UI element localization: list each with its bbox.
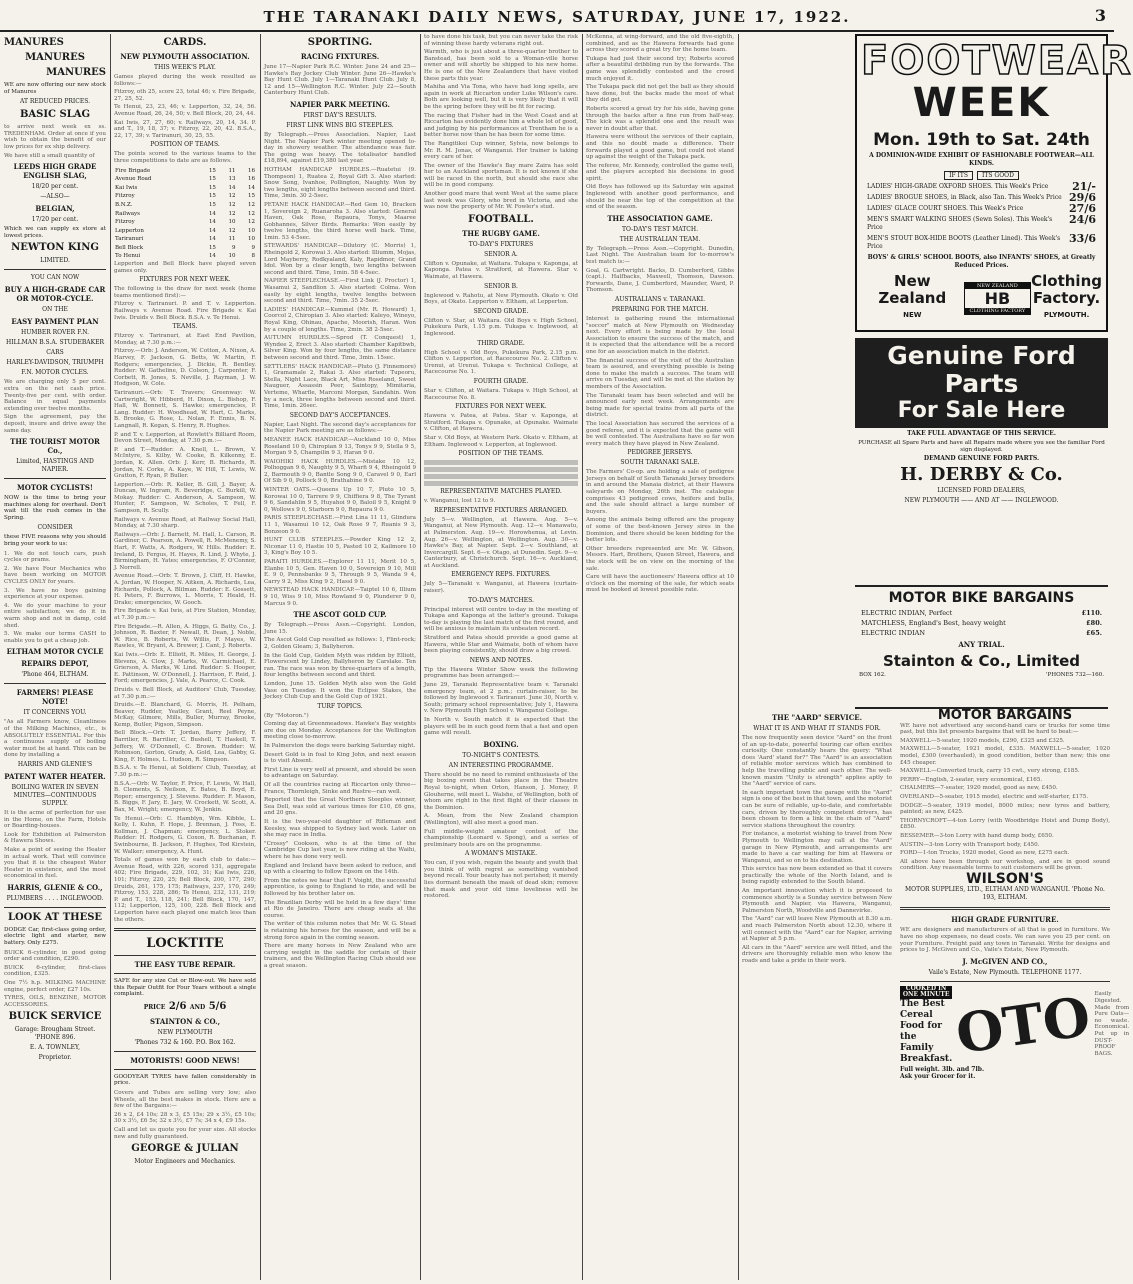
ad-subheading: LEEDS HIGH GRADE ENGLISH SLAG, — [13, 162, 97, 181]
table-cell: Fire Brigade — [115, 167, 151, 174]
article-subheading: PREPARING FOR THE MATCH. — [611, 306, 709, 313]
table-cell: Lepperton — [115, 227, 144, 234]
ad-text: NEW PLYMOUTH —— AND AT —— INGLEWOOD. — [904, 497, 1059, 505]
article-subheading: TURF TOPICS. — [317, 702, 363, 710]
article-body-text: By Telegraph.—Press Assn.—Copyright. Dunedin, Last Night. The Australian team for to-morrow's test match is:— Goal, G. Cartwright. Backs, D. Cumberford, Gibbs (capt.). Halfbacks, Maxwell, Thomson, Dawson. Forwards, Dane, J. Cumberford, Maunder, Ward, P. Thomson. — [586, 245, 734, 294]
article-body-text: July 5—Taranaki v. Wanganui, at Hawera (curtain-raiser). — [424, 581, 578, 595]
ad-body-text: Easily Digested. Made from Pure Oats—no waste. Economical. Put up in DUST-PROOF BAGS. — [1094, 991, 1130, 1057]
column-2 — [114, 34, 256, 1280]
article-body-text: The Farmers' Co-op. are holding a sale of pedigree Jerseys on behalf of South Taranaki Jersey breeders in and around the Manaia district, at their Hawera saleyards on Monday, 26th inst. The catalogue comprises 43 pedigreed cows, heifers and bulls, and the sale should attract a large number of buyers. Among the animals being offered are the progeny of some of the best-known Jersey sires in the Dominion, and there should be keen bidding for the better lots. Other breeders represented are Mr. W. Gibson, Messrs. Hart, Brothers, Queen Street, Hawera, and the stock will be on view on the morning of the sale. Care will have the auctioneers' Hawera office at 10 o'clock on the morning of the sale, for which seats must be booked at lowest possible rate. — [586, 469, 734, 594]
ad-text: 'PHONES 732—160. — [1045, 672, 1104, 678]
ad-headline: WEEK — [912, 80, 1051, 126]
factory-label: Factory. — [1032, 289, 1101, 307]
ad-text: SAFE for any size Cut or Blow-out. We have sold this Repair Outfit for Four Years without a single complaint. — [114, 978, 256, 998]
bike-price: £65. — [1086, 629, 1102, 637]
article-heading: RACING FIXTURES. — [300, 52, 380, 61]
table-cell: 9 — [231, 244, 236, 251]
article-heading: THE RUGBY GAME. — [462, 228, 540, 238]
divider — [114, 928, 256, 931]
price-list-item — [867, 213, 1096, 232]
column-divider — [110, 34, 111, 1280]
ad-heading: BUY A HIGH-GRADE CAR OR MOTOR-CYCLE. — [4, 285, 106, 304]
article-subheading: SENIOR B. — [484, 282, 518, 290]
price-and: AND — [189, 1003, 206, 1011]
table-cell: Fitzroy — [115, 193, 135, 200]
banner-line: Genuine Ford Parts — [887, 341, 1076, 398]
item-price: 29/6 — [1069, 191, 1096, 204]
ford-banner — [855, 338, 1108, 428]
ad-text: PURCHASE all Spare Parts and have all Repairs made where you see the familiar Ford sign displayed. — [858, 440, 1105, 453]
table-cell: 10 — [228, 219, 236, 226]
ad-text: Proprietor. — [38, 1054, 72, 1062]
ad-text: F.N. MOTOR CYCLES. — [21, 369, 89, 377]
bike-list — [855, 609, 1108, 637]
table-row — [114, 252, 256, 261]
ad-heading: HIGH GRADE FURNITURE. — [951, 915, 1059, 925]
divider — [900, 907, 1110, 910]
ad-text: MOTOR SUPPLIES, LTD., ELTHAM AND WANGANUI. 'Phone No. 193, ELTHAM. — [905, 886, 1105, 902]
bike-name: MATCHLESS, England's Best, heavy weight — [861, 619, 1006, 627]
article-body-text: Games played during the week resulted as follows:— Fitzroy, oth 25, score 23, total 46; v. Fire Brigade, 27, 25, 52. Te Henui, 23, 23, 46; v. Lepperton, 32, 24, 56. Avenue Road, 26, 24, 50; v. Bell Block, 20, 24, 44. Kai Iwis, 27, 27, 60; v. Railways, 20, 14, 34. P. and T., 19, 18, 37; v. Fitzroy, 22, 20, 42. B.S.A., 22, 17, 39; v. Tariranuri, 30, 25, 55. — [114, 74, 256, 139]
article-body-text: By Telegraph.—Press Assn.—Copyright. London, June 15. The Ascot Gold Cup resulted as follows: 1, Flint-rock; 2, Golden Gleam; 3, Ballyheron. In the Gold Cup, Golden Myth was ridden by Elliott, Flowerscent by Lindey, Ballyheron by Carslake. Ten ran. The race was won by three-quarters of a length, four lengths between second and third. London, June 15. Golden Myth also won the Gold Vase on Tuesday. It won the Eclipse Stakes, the Jockey Club Cup and the Gold Cup of 1921. — [264, 622, 416, 701]
article-heading: NEW PLYMOUTH ASSOCIATION. — [120, 52, 250, 61]
article-heading: BOXING. — [483, 739, 519, 749]
ad-text: Vaile's Estate, New Plymouth. TELEPHONE 1177. — [928, 968, 1082, 976]
table-cell: 15 — [208, 244, 216, 251]
article-body-text: (By "Motoron.") Coming day at Greenmeadows. Hawke's Bay weights are due on Monday. Acceptances for the Wellington meeting close to-morrow. In Palmerston the dogs were barking Saturday night. Desert Gold is in foal to King John, and next season is to visit Absent. First Line is very well at present, and should be seen to advantage on Saturday. Of all the countries racing at Riccarton only three—France, Thornleigh, Sinke and Rustre—ran well. Reported that the Great Northern Steeples winner, Sea Dell, was sold at various times for £10, £6 gns, and 20 gns. It is the two-year-old daughter of Rifleman and Keesley, was shipped to Sydney last week. Later on she may race in India. "Crossy" Cookson, who is at the time of the Cambridge Cup last year, is now riding at the Waihi, where he has done very well. England and Ireland have been asked to reduce, and up with a clearing to follow Epsom on the 14th. From the notes we hear that F. Voight, the successful apprentice, is going to England to ride, and will be followed by his brother later on. The Brazilian Derby will be held in a few days' time at Rio de Janeiro. There are cheap seats at the course. The writer of this column notes that Mr. W. G. Stead is retaining his horses for the season, and will be a strong force again in the coming season. There are many horses in New Zealand who are carrying weight in the saddle for certain of their trainers, and the Wellington Racing Club should see a great season. — [264, 712, 416, 969]
divider — [114, 1051, 256, 1052]
ad-headline: MOTOR BIKE BARGAINS — [888, 590, 1075, 606]
table-cell: 14 — [208, 219, 216, 226]
ad-text: NEW PLYMOUTH — [157, 1028, 213, 1036]
article-body-text: Inglewood v. Rahotu, at New Plymouth. Okato v. Old Boys, at Okato. Lepperton v. Eltham, at Lepperton. — [424, 292, 578, 306]
article-subheading: NEWS AND NOTES. — [469, 656, 533, 664]
article-subheading: FIXTURES FOR NEXT WEEK. — [455, 403, 547, 411]
table-cell: 14 — [208, 236, 216, 243]
article-subheading: POSITION OF THE TEAMS. — [458, 450, 544, 458]
table-cell: 8 — [251, 253, 255, 260]
table-row — [114, 235, 256, 244]
article-heading: NAPIER PARK MEETING. — [290, 99, 390, 109]
ad-heading: BASIC SLAG — [19, 109, 91, 121]
article-body-text: July 5—v. Wellington, at Hawera. Aug. 5—v. Wanganui, at New Plymouth. Aug. 12—v. Manawatu, at Palmerston. Aug. 19—v. Horowhenua, at Levin. Aug. 26—v. Wellington, at Wellington. Aug. 30—v. Hawke's Bay, at Napier. Sept. 2—v. Southland, at Invercargill. Sept. 6—v. Otago, at Dunedin. Sept. 9—v. Canterbury, at Christchurch. Sept. 16—v. Auckland, at Auckland. — [424, 516, 578, 569]
ad-text: HUMBER ROVER F.N. — [20, 329, 90, 337]
article-body-text: The now frequently seen device "Aard" on the front of an up-to-date, powerful touring car often excites curiosity. One constantly hears the query: "What does 'Aard' stand for?" The "Aard" is an association of reliable motor services which has combined to help the travelling public and each other. The well-known maxim "Unity is strength" applies aptly to the "Aard" service of cars. In each important town the garage with the "Aard" sign is one of the best in that town, and the motorist can be sure of reliable, up-to-date, and comfortable cars, driven by thoroughly competent drivers, has been chosen to form a link in the chain of "Aard" service stations throughout the country. For instance, a motorist wishing to travel from New Plymouth to Wellington may call at the "Aard" garage in New Plymouth, and arrangements are made to have a car waiting for him at Hawera or Wanganui, and so on to his destination. This service has now been extended so that it covers practically the whole of the North Island, and is being rapidly extended to the South Island. An important innovation which it is proposed to commence shortly is a Sunday service between New Plymouth and Napier, via Hawera, Wanganui, Palmerston North, Woodville and Dannevirke. The "Aard" car will leave New Plymouth at 8.30 a.m. and reach Palmerston North about 12.30, where it will connect with the "Aard" car for Napier, arriving at Napier at 5 p.m. All cars in the "Aard" service are well fitted, and the drivers are thoroughly reliable men who know the roads and take a pride in their work. — [742, 735, 892, 964]
article-subheading: REPRESENTATIVE MATCHES PLAYED. — [440, 488, 562, 496]
banner-line: For Sale Here — [897, 398, 1066, 423]
table-row — [114, 244, 256, 253]
price-list-item — [867, 191, 1096, 204]
ad-text: ON THE — [42, 306, 68, 314]
ad-text: GOODYEAR TYRES have fallen considerably in price. — [114, 1073, 256, 1087]
ad-subheading: BELGIAN, — [35, 204, 75, 214]
ad-heading: PATENT WATER HEATER. — [4, 771, 106, 781]
ad-heading: LOCKTITE — [146, 936, 224, 952]
article-subheading: FIRST LINK WINS BIG STEEPLES. — [286, 121, 394, 129]
ad-headline: FOOTWEAR — [861, 38, 1133, 84]
column-divider — [582, 34, 583, 1280]
divider — [4, 683, 106, 684]
ad-text: BOILING WATER IN SEVEN MINUTES—CONTINUOUS SUPPLY. — [11, 783, 99, 807]
ad-body-text: to arrive next week ex ss. TREDENHAM. Order at once if you wish to obtain the benefit of our low prices for ex ship delivery. We have still a small quantity of — [4, 124, 106, 159]
table-cell: Avenue Road — [115, 176, 152, 183]
item-price: 33/6 — [1069, 232, 1096, 245]
article-subheading: AUSTRALIANS v. TARANAKI. — [615, 296, 705, 303]
ad-heading: MOTORISTS! GOOD NEWS! — [130, 1055, 240, 1065]
ad-text: Garage: Brougham Street. 'PHONE 896. — [14, 1026, 96, 1042]
article-body-text: Clifton v. Star, at Waitara. Old Boys v. High School, Pukekura Park, 1.15 p.m. Tukapa v. Inglewood, at Inglewood. — [424, 317, 578, 337]
ad-text: Limited, HASTINGS AND NAPIER. — [16, 458, 94, 474]
item-label: LADIES' GLACE COURT SHOES. This Week's Price — [867, 205, 1024, 212]
item-label: MEN'S SMART WALKING SHOES (Sewn Soles). This Week's Price — [867, 216, 1053, 231]
item-price: 24/6 — [1069, 213, 1096, 226]
ad-heading: MOTOR CYCLISTS! — [16, 483, 93, 493]
column-divider — [260, 34, 261, 1280]
logo-bottom: CLOTHING FACTORY — [965, 308, 1031, 314]
article-subheading: THIS WEEK'S PLAY. — [154, 64, 216, 71]
article-subheading: TEAMS. — [172, 323, 198, 331]
hb-logo — [964, 282, 1032, 315]
ad-text: HARLEY-DAVIDSON, TRIUMPH — [6, 359, 104, 367]
table-cell: 14 — [248, 184, 255, 191]
article-subheading: THIRD GRADE. — [477, 339, 525, 347]
price-list-item — [867, 232, 1096, 251]
table-row — [114, 218, 256, 227]
ad-heading: ELTHAM MOTOR CYCLE — [6, 647, 104, 657]
standings-table-placeholder — [424, 481, 578, 486]
table-row — [114, 210, 256, 219]
ad-text: BOYS' & GIRLS' SCHOOL BOOTS, also INFANTS' SHOES, at Greatly Reduced Prices. — [867, 254, 1096, 269]
plymouth-label: PLYMOUTH. — [1043, 311, 1090, 319]
article-body-text: The points scored to the various teams to the three competitions to date are as follows. — [114, 151, 256, 164]
ad-heading: THE TOURIST MOTOR Co., — [10, 437, 100, 456]
divider — [4, 478, 106, 479]
ad-text: 'Phones 732 & 160. P.O. Box 162. — [134, 1038, 236, 1046]
ad-heading: MANURES — [25, 52, 85, 63]
nz-label: New Zealand — [878, 272, 947, 307]
article-body-text: Fitzroy v. Tariranuri, at East End Pavilion, Monday, at 7.30 p.m.:— Fitzroy.—Orb: J. Anderson, W. Cotton, A. Nixon, A. Harvey, F. Jackson, G. Betts, W. Martin, F. Rodgers; emergencies, J. Dickie, R. Bentley. Rudder: W. Gatheline, D. Colson, J. Carpenter, F. Corbett, R. Jones, S. Neville, J. Rayman, J. W. Hodgson, W. Cole. Tariranuri.—Orb: T. Travers; Greenway: W. Cartwright, W. Hibberd, H. Dixon, L. Bishop, F. Hall, W. Bonnett, S. Hawke; emergencies, P. Lang. Rudder: H. Woodhead, W. Hart, C. Marks, B. Brooke, G. Rose, L. Nolan, F. Ennis, B. N. Langnall, R. Kegan, S. Henry, R. Hughes. P. and T. v. Lepperton, at Rowlett's Billiard Room, Devon Street, Monday, at 7.30 p.m.:— P. and T.—Rudder: A. Knell, L. Brown, V. McIntyre, S. Kilby, W. Cooke, B. Kilkenny, E. Jordan, K. Allen. Orb: J. Kerr, B. Richards, R. Jordan, N. Corke, A. Kaye, W. Hill, T. Lewis, W. Gratton, F. Ryan, P. Buller. Lepperton.—Orb: R. Keller, B. Gill, J. Bayer, A. Duncan, W. Ingram, R. Beveridge, C. Burkill, W. Mokay. Rudder: C. Anderson, A. Sampson, W. Hunter, F. Sampson, W. Scholes, T. Fell, F. Sampson, R. Scully. Railways v. Avenue Road, at Railway Social Hall, Monday, at 7.30 sharp. Railways.—Orb: J. Barnett, M. Hall, L. Carson, R. Gardiner, C. Pearson, A. Powell, R. McMenemy, S. Hart, F. Watts, A. Rodgers, W. Hills. Rudder: E. Ireland, D. Fergus, H. Hayes, R. Lind, J. Whyte, J. Birmingham, H. Yates; emergencies, F. O'Connor, J. Norrell. Avenue Road.—Orb: T. Brown, J. Cliff, H. Hawke, A. Jordan, W. Hooper, N. Aitken, A. Richards, Lea, Richards, Pollock, A. Blilman. Rudder: E. Gossett, H. Peters, F. Burrows, L. Morris, T. Heald, H. Drake; emergencies, W. Gooch. Fire Brigade v. Kai Iwis, at Fire Station, Monday, at 7.30 p.m.:— Fire Brigade.—R. Allen, A. Higgs, G. Batty, Co., J. Johnson, R. Baxter, F. Newall, R. Dean, J. Noble, W. Rice, B. Roberts, W. Willis, F. Mayes, W. Rawles, W. Bryant, A. Brewer, J. Cant, J. Roberts. Kai Iwis.—Orb: E. Elliott, R. Miles, H. George, J. Blevens, A. Clow, J. Marks, W. Carmichael, E. Grierson, A. Marks, W. Lind. Rudder: S. Hooper, E. Pattinson, W. O'Donnell, J. Harrison, F. Reid, J. Ford; emergencies, J. Vale, A. Pearce, C. Cook. Druids v. Bell Block, at Auditors' Club, Tuesday, at 7.30 p.m.:— Druids.—E. Blanchard, G. Morris, H. Pelham, Beaver, Rudder, Yeatley, Grant, Reel Peyne, McKay, Gilmore, Mills, Buller, Murray, Brooke, Kemp, Butler, Pigson, Simpson. Bell Block.—Orb: T. Jordan, Barry Jeffery, F. Barrilier, R. Barrilier, C. Bushell, T. Haskell, T. Jeffery, W. O'Donnell, C. Brown. Rudder: W. Robinson, Gorton, Grady, A. Gold, Lea, Gabby, G. King, F. Holmes, L. Hudson, R. Simpson. B.S.A. v. Te Henui, at Soldiers' Club, Tuesday, at 7.30 p.m.:— B.S.A.—Orb: W. Taylor, F. Price, F. Lewis, W. Hall, B. Clements, S. Neilson, E. Bates, B. Boyd, E. Roper; emergency, J. Stevens. Rudder: F. Mason, B. Biggs, F. Jary, E. Jary, W. Crockett, W. Scott, A. Bax, M. Wright; emergency, W. Jenkin. Te Henui.—Orb: C. Hamblyn, Wm. Kibble, L. Kelly, I. Kuhn, F. Hope, J. Brennan, J. Foss, E. Kollman, J. Chapman; emergency, L. Stoker. Rudder: H. Rodgers, G. Coxon, R. Buchanan, F. Swinbourne, B. Jackson, F. Hughes, Tod Kirstein, W. Walker; emergency, A. Hunt. Totals of games won by each club to date:—Avenue Road, with 226, scored 131, aggregate 402; Fire Brigade, 229, 102, 31; Kai Iwis, 226, 101; Fitzroy, 220, 25; Bell Block, 200, 177, 290; Druids, 261, 175, 175; Railways, 237, 170, 249; Fitzroy, 153, 228, 286; Te Henui, 232, 131, 219; P. and T., 153, 118, 241; Bell Block, 170, 147, 112; Lepperton, 125, 100, 228. Bell Block and Lepperton have each played one match less than the others. — [114, 333, 256, 923]
standings-table — [114, 167, 256, 262]
ad-body-text: "As all Farmers know, Cleanliness of the Milking Machines, etc., is ABSOLUTELY ESSENTIAL. For this a continuous supply of boiling water must be at hand. This can be done by installing a — [4, 719, 106, 759]
ford-parts-ad — [855, 338, 1108, 505]
article-body-text: High School v. Old Boys, Pukekura Park, 2.15 p.m. Clifton v. Lepperton, at Racecourse No. 2. Clifton v. Urenui, at Urenui. Tukapa v. Technical College, at Racecourse No. 1. — [424, 349, 578, 376]
ad-text: LIMITED. — [40, 257, 70, 265]
table-row — [114, 167, 256, 176]
article-body-text: Hawera v. Patea, at Patea. Star v. Kaponga, at Stratford. Tukapa v. Opunake, at Opunake. Waimate v. Clifton, at Hawera. Star v. Old Boys, at Western Park. Okato v. Eltham, at Eltham. Inglewood v. Lepperton, at Inglewood. — [424, 413, 578, 448]
article-body-text: Lepperton and Bell Block have played seven games only. — [114, 261, 256, 274]
ad-heading: FARMERS! PLEASE NOTE! — [16, 688, 94, 707]
ad-text: CONSIDER — [37, 524, 73, 532]
table-cell: 12 — [228, 193, 236, 200]
table-cell: 12 — [248, 210, 255, 217]
table-row — [114, 227, 256, 236]
bike-item — [861, 609, 1102, 617]
bike-item — [861, 629, 1102, 637]
standings-table-placeholder — [424, 467, 578, 472]
table-cell: 15 — [208, 201, 216, 208]
table-cell: 14 — [208, 227, 216, 234]
table-cell: 12 — [228, 227, 236, 234]
ad-text: The Best Cereal Food for the Family Breakfast. — [900, 999, 953, 1065]
table-cell: 16 — [248, 176, 255, 183]
column-4 — [424, 34, 578, 1280]
article-heading: THE "AARD" SERVICE. — [771, 713, 863, 722]
article-body-text: The following is the draw for next week (home teams mentioned first):— Fitzroy v. Tariranuri. P. and T. v. Lepperton. Railways v. Avenue Road. Fire Brigade v. Kai Iwis. Druids v. Bell Block. B.S.A. v. Te Henui. — [114, 286, 256, 321]
ad-subheading: EASY PAYMENT PLAN — [11, 317, 99, 327]
article-subheading: TO-NIGHT'S CONTESTS. — [462, 751, 540, 759]
ad-text: LICENSED FORD DEALERS, — [937, 487, 1026, 495]
article-body-text: McKenna, at wing-forward, and the old five-eighth, combined, and as the Hawera forwards had gone across they scored a great try for the home team. Tukapa had just their second try; Roberts scored after a beautiful dribbling run by the forwards. The game was splendidly contested and the crowd much enjoyed it. The Tukapa pack did not get the ball as they should have done, but the backs made the most of what they did get. Roberts scored a great try for his side, having gone through the backs after a fine run from half-way. The kick was a splendid one and the result was never in doubt after that. Hawera were without the services of their captain, and this no doubt made a difference. Their forwards played a good game, but could not stand up against the weight of the Tukapa pack. The referee, Mr. Kennedy, controlled the game well, and the players accepted his decisions in good spirit. Old Boys has followed up its Saturday win against Inglewood with another good performance, and should be near the top of the competition at the end of the season. — [586, 34, 734, 211]
badge-right: ITS GOOD — [977, 171, 1019, 180]
article-body-text: Tip the Hawera Winter Show week the following programme has been arranged:— June 29, Taranaki Representative team v. Taranaki emergency team, at 2 p.m.; curtain-raiser, to be followed by Inglewood v. Tariranuri. June 30, North v. South; primary school representative; July 1, Hawera v. New Plymouth High School v. Wanganui College. In North v. South match it is expected that the players will be in such good form that a fast and open game will result. — [424, 666, 578, 737]
oto-logo: OTO — [952, 984, 1095, 1067]
table-cell: To Henui — [115, 253, 141, 260]
ad-heading: LOOK AT THESE — [7, 911, 103, 923]
ad-body-text: WE have not advertised any second-hand cars or trucks for some time past, but this list presents bargains that will be hard to beat:— MAXWELL—5-seater, 1920 models, £290, £325 and £325. MAXWELL—5-seater, 1921 model, £335. MAXWELL—5-seater, 1920 model, £300 (overhauled), in good condition, better than new; this one £45 cheaper. MAXWELL—Converted truck, carry 15 cwt., very strong, £185. PERRY—English, 2-seater, very economical, £165. CHALMERS—7-seater, 1920 model, good as new, £450. OVERLAND—5-seater, 1915 model, electric and self-starter, £175. DODGE—5-seater, 1919 model, 8000 miles; new tyres and battery, painted; as new, £425. THORNYCROFT—4-ton Lorry (with Woodbridge Hoist and Dump Body), £850. BESSEMER—3-ton Lorry with hand dump body, £650. AUSTIN—3-ton Lorry with Transport body, £450. FORD—1-ton Trucks, 1920 model, Good as new, £275 each. All above have been through our workshop, and are in good sound condition. Any reasonable terms to suit customers will be given. — [900, 722, 1110, 872]
table-cell: 15 — [208, 184, 216, 191]
article-subheading: FOURTH GRADE. — [473, 377, 529, 385]
article-heading: THE ASCOT GOLD CUP. — [293, 610, 387, 620]
table-cell: 15 — [208, 167, 216, 174]
motor-bike-bargains-ad — [855, 585, 1108, 709]
article-body-text: Star v. Clifton, at Waitara. Tukapa v. High School, at Racecourse No. 8. — [424, 387, 578, 401]
column-5 — [586, 34, 734, 1280]
article-subheading: WHAT IT IS AND WHAT IT STANDS FOR. — [753, 725, 881, 732]
ad-text: 18/20 per cent. — [31, 183, 79, 191]
ad-heading: NEWTON KING — [11, 242, 99, 254]
table-cell: B.N.Z. — [115, 201, 133, 208]
newspaper-title: THE TARANAKI DAILY NEWS, SATURDAY, JUNE 17, 1922. — [263, 8, 851, 26]
ad-text: IT CONCERNS YOU. — [23, 709, 87, 717]
ad-body-text: We are charging only 5 per cent. extra on the net cash price. Twenty-five per cent. with order. Balance in equal payments extending over twelve months. Sign the agreement, pay the deposit, insure and drive away the same day. — [4, 379, 106, 434]
table-row — [114, 175, 256, 184]
ad-text: WE are now offering our new stock of Manures — [4, 82, 106, 95]
ad-text: DODGE Car, first-class going order, electric light and starter, new battery. Only £275. — [4, 926, 106, 947]
table-cell: 12 — [228, 210, 236, 217]
ad-headline: WILSON'S — [966, 870, 1044, 887]
ad-body-text: BUICK 6-cylinder, in good going order and condition, £290. BUICK 6-cylinder, first-class condition, £325. One 7½ h.p. MILKING MACHINE engine, perfect order, £27 10s. TYRES, OILS, BENZINE, MOTOR ACCESSORIES. — [4, 949, 106, 1008]
article-heading: THE ASSOCIATION GAME. — [607, 213, 713, 223]
bike-item — [861, 619, 1102, 627]
ad-text: these FIVE reasons why you should bring your work to us: — [4, 534, 106, 548]
masthead — [0, 0, 1114, 32]
article-body-text: June 17—Napier Park R.C. Winter. June 24 and 25—Hawke's Bay Jockey Club Winter. June 26—Hawke's Bay Hunt Club. July 1—Taranaki Hunt Club. July 8, 12 and 15—Wellington R.C. Winter. July 22—South Canterbury Hunt Club. — [264, 64, 416, 97]
table-cell: 16 — [248, 167, 255, 174]
bike-price: £110. — [1081, 609, 1102, 617]
ad-body-text: 1. We do not touch cars, push cycles or prams. 2. We have Four Mechanics who have been working on MOTOR CYCLES ONLY for years. 3. We have no boys gaining experience at your expense. 4. We do your machine to your entire satisfaction; we do it in warm shop and not in damp, cold shed. 5. We make our terms CASH to enable you to get a cheap job. — [4, 550, 106, 644]
article-subheading: SECOND DAY'S ACCEPTANCES. — [289, 411, 391, 419]
article-subheading: THE AUSTRALIAN TEAM. — [619, 235, 701, 243]
table-cell: 15 — [248, 193, 255, 200]
ad-subheading: THE EASY TUBE REPAIR. — [134, 960, 236, 970]
ad-text: PLUMBERS . . . . INGLEWOOD. — [6, 894, 104, 902]
table-cell: 14 — [228, 184, 236, 191]
standings-table-placeholder — [424, 460, 578, 465]
article-subheading: A WOMAN'S MISTAKE. — [464, 850, 538, 858]
article-subheading: FIXTURES FOR NEXT WEEK. — [139, 276, 231, 284]
price-list-item — [867, 180, 1096, 193]
table-row — [114, 184, 256, 193]
table-cell: 13 — [228, 176, 236, 183]
article-subheading: AN INTERESTING PROGRAMME. — [448, 761, 554, 769]
article-subheading: SOUTH TARANAKI SALE. — [620, 459, 700, 467]
table-cell: 14 — [208, 253, 216, 260]
article-subheading: TO-DAY'S FIXTURES — [468, 240, 534, 248]
motor-bargains-column — [900, 708, 1130, 1280]
item-label: LADIES' BROGUE SHOES, in Black, also Tan. This Week's Price — [867, 194, 1062, 201]
section-heading: FOOTBALL. — [468, 213, 534, 225]
article-subheading: SENIOR A. — [484, 250, 518, 258]
column-divider — [420, 34, 421, 1280]
table-cell: 15 — [208, 176, 216, 183]
item-price: 21/- — [1072, 180, 1096, 193]
ad-text: NOW is the time to bring your machines along for overhaul. Don't wait till the rush comes in the Spring. — [4, 495, 106, 521]
ad-text: YOU CAN NOW — [30, 274, 80, 282]
table-cell: 10 — [228, 253, 236, 260]
article-body-text: You can, if you wish, regain the beauty and youth that you think of with regret as something vanished beyond recall. Your beauty has not perished; it merely lies dormant beneath the mask of dead skin; remove that mask and your old time loveliness will be restored. — [424, 860, 578, 900]
divider — [4, 907, 106, 908]
divider — [114, 973, 256, 974]
item-price: 27/6 — [1069, 202, 1096, 215]
ad-subheading: A DOMINION-WIDE EXHIBIT OF FASHIONABLE FOOTWEAR—ALL KINDS. — [869, 152, 1094, 167]
ad-heading: GEORGE & JULIAN — [131, 1143, 239, 1155]
ad-headline: MOTOR BARGAINS — [937, 708, 1073, 723]
article-body-text: Principal interest will centre to-day in the meeting of Tukapa and Kaponga at the latter's ground. Tukapa to-day is playing the last match of the first round, and will be anxious to maintain its unbeaten record. Stratford and Patea should provide a good game at Hawera, while Star and Waimate, both of whom have been playing consistently, should draw a big crowd. — [424, 606, 578, 655]
column-divider — [738, 34, 739, 1280]
ad-heading: STAINTON & CO., — [149, 1016, 221, 1026]
ad-subheading: DEMAND GENUINE FORD PARTS. — [923, 455, 1040, 463]
table-cell: Kai Iwis — [115, 184, 138, 191]
clothing-label: Clothing — [1031, 272, 1102, 290]
footwear-week-ad — [855, 34, 1133, 334]
ad-text: BOX 162. — [859, 672, 886, 678]
ad-text: Motor Engineers and Mechanics. — [134, 1158, 236, 1166]
table-cell: Tariranuri — [115, 236, 144, 243]
divider — [4, 269, 106, 270]
ad-headline: Stainton & Co., Limited — [882, 652, 1081, 670]
ad-headline: H. DERBY & Co. — [900, 464, 1063, 486]
divider — [900, 981, 1110, 982]
table-cell: 10 — [248, 227, 255, 234]
table-cell: 14 — [208, 210, 216, 217]
ad-tag: COOKED IN ONE MINUTE — [900, 986, 952, 999]
article-body-text: v. Wanganui, lost 12 to 9. — [424, 498, 496, 505]
ad-subheading: AT REDUCED PRICES. — [19, 98, 91, 106]
table-cell: 11 — [228, 167, 236, 174]
bike-name: ELECTRIC INDIAN — [861, 629, 926, 637]
price-value: 2/6 — [168, 1000, 187, 1012]
standings-table-placeholder — [424, 474, 578, 479]
divider — [114, 1069, 256, 1070]
article-body-text: By Telegraph.—Press Association. Napier, Last Night. The Napier Park winter meeting opened to-day in showery weather. The attendance was fair. The going was heavy. The totalisator handled £18,894, against £19,380 last year. HOTHAM HANDICAP HURDLES.—Ruatetui (9. Thompson) 1, Ruatea 2, Royal Gift 3. Also started: Snow Song, Ivanhoe, Pollington, Naughty. Won by two lengths, eight lengths between second and third. Time, 3min. 30 2-5sec. PETANE HACK HANDICAP.—Red Gem 10, Bracken 1, Sovereign 2, Ruanaroha 3. Also started: General Haven, Oak Rose, Repaura, Tonys, Maaree Gobhannes, Silver Birds. Remarks: Won easily by twelve lengths, the third horse well back. Time, 1min. 53 4-5sec. STEWARDS' HANDICAP.—Dilutory (C. Morris) 1, Rheingold 2, Korowai 3. Also started: Illiumm, Mojas, Lord Mayberry, Rodkyaland, Kaly, Rapidmor, Grand Idol. Won by a clear length, two lengths between second and third. Time, 1min. 58 4-5sec. NAPIER STEEPLECHASE.—First Link (J. Proctor) 1, Wasamui 2, Sandlion 3. Also started: Colma. Won easily by eight lengths, twelve lengths between second and third. Time, 7min. 35 2-5sec. LADIES' HANDICAP.—Kummel (Mr. R. Howard) 1, Coorcol 2, Chiropian 3. Also started: Kaleyo, Wineyo, Royal King, Ohinau, Apache, Moorish, Haran. Won by a couple of lengths. Time, 2min. 38 2-5sec. AUTUMN HURDLES.—Sprod (T. Conquest) 1, Wyndee 2, Erect 3. Also started: Chamber Kapitbwb, Silver King. Won by four lengths, the same distance between second and third. Time, 3min. 15sec. SETTLERS' HACK HANDICAP.—Pluto (J. Finnemore) 1, Gramamale 2, Rakai 3. Also started: Tupeoru, Stella, Night Lace, Black Art, Miss Roseland, Sweet Nauguer, Assassin Peer, Saintopy, Mimitaria, Verteme, Wharfle, Marconi Morgan, Sandahin. Won by a neck, three lengths between second and third. Time, 1min. 26sec. — [264, 131, 416, 410]
table-cell: Bell Block — [115, 244, 144, 251]
ad-text: Full weight. 3lb. and 7lb. — [900, 1066, 985, 1074]
ad-dates: Mon. 19th to Sat. 24th — [873, 130, 1090, 150]
ad-subheading: TAKE FULL ADVANTAGE OF THIS SERVICE. — [907, 430, 1056, 437]
ad-heading: BUICK SERVICE — [8, 1011, 102, 1023]
table-cell: 10 — [248, 236, 255, 243]
logo-mid: HB — [984, 289, 1011, 308]
item-label: LADIES' HIGH-GRADE OXFORD SHOES. This Week's Price — [867, 183, 1049, 190]
logo-top: NEW ZEALAND — [965, 283, 1031, 289]
ad-heading: HARRIS, GLENIE & CO., — [7, 882, 103, 892]
bike-name: ELECTRIC INDIAN, Perfect — [861, 609, 953, 617]
table-cell: 12 — [248, 201, 255, 208]
ad-heading: MANURES — [4, 37, 64, 48]
table-cell: 11 — [228, 236, 236, 243]
ad-text: E. A. TOWNLEY, — [29, 1044, 81, 1052]
ad-text: Ask your Grocer for it. — [900, 1072, 976, 1080]
article-subheading: POSITION OF TEAMS. — [150, 141, 220, 149]
ad-text: Which we can supply ex store at lowest prices. — [4, 226, 106, 239]
page-number: 3 — [1094, 6, 1106, 25]
column-3 — [264, 34, 416, 1280]
article-subheading: SECOND GRADE. — [473, 307, 529, 315]
table-cell: 12 — [248, 219, 255, 226]
ad-text: 17/20 per cent. — [31, 216, 79, 224]
ad-text: HARRIS AND GLENIE'S — [17, 760, 93, 768]
table-row — [114, 201, 256, 210]
table-row — [114, 192, 256, 201]
ad-text: 'Phone 464, ELTHAM. — [21, 671, 89, 679]
aard-service-article — [742, 710, 892, 1280]
section-heading: SPORTING. — [307, 37, 373, 48]
table-cell: 9 — [251, 244, 255, 251]
article-body-text: to have done his task, but you can never take the risk of winning these hardy veterans right out. Warmth, who is just about a three-quarter brother to Banstead, has been sold to a Woman-ville horse owner and will shortly be shipped to his new home. He is one of the New Zealanders that have visited these parts this year. Mahiha and Via Tona, who have had long spells, are again in work at Riccarton under Luke Wilson's care. Both are looking well, but it is very likely that it will be the spring before they will be fit for racing. The racing that Fisher had in the West Coast and at Riccarton has evidently done him a whole lot of good, and judging by his performances at Trentham he is a better horse now than he has been for some time. The Rangitikei Cup winner, Sylvia, now belongs to Mr. R. M. Jonas, of Wanganui. Her trainer is taking every care of her. The owner of the Hawke's Bay mare Zaira has sold her to an Auckland sportsman. It is not known if she will be raced in the north, but should she race she will be in good company. Another good mare that went West at the same place last week was Glory, who bred in Victoria, and she was now the property of Mr. W. Fowler's stud. — [424, 34, 578, 211]
footwear-price-list — [861, 180, 1102, 251]
item-label: MEN'S STOUT BOX-HIDE BOOTS (Leather Lined). This Week's Price — [867, 235, 1061, 250]
article-body-text: Napier, Last Night. The second day's acceptances for the Napier Park meeting are as follows:— MEANEE HACK HANDICAP.—Auckland 10 0, Miss Roseland 10 0, Chiropian 9 13, Tonys 9 9, Stella 9 5, Morgan 9 5, Champilin 9 3, Haran 9 0. WAIOHIKI HACK HURDLES.—Mistake 10 12, Polhoggan 9 6, Naughty 9 5, Wharfi 9 4, Rheingold 9 2, Barmouth 9 0, Bantle Song 9 0, Caravel 9 0, Earl Of Sib 9 0, Pollock 9 0, Brathabine 9 0. WINTER OATS.—Queens Up 10 7, Pluto 10 5, Korowai 10 0, Tarrere 9 9, Chiffiera 9 8, The Tyrant 9 6, Sandahlin 9 5, Huyahoi 9 0, Baloil 9 5, Knight 9 0, Wollows 9 0, Starborn 9 0, Repaura 9 0. PARIS STEEPLECHASE.—First Lina 11 11, Glindura 11 1, Wasamui 10 12, Oak Rose 9 7, Ruanis 9 3, Bonzeon 9 0. HUNT CLUB STEEPLES.—Powder King 12 2, Niconar 11 0, Hastie 10 5, Pasted 10 2, Kailmore 10 3, King's Boy 10 5. PARAITI HURDLES.—Explorer 11 11, Merit 10 5, Elanbe 10 5, Gen. Haven 10 0, Sovereign 9 10, Mill E. 9 0, Pennsbanks 9 5, Through 9 5, Wanda 9 4, Carry 9 2, Miss King 9 2, Hassl 9 0. NEWSTEAD HACK HANDICAP.—Taiptel 10 6, Illium 9 10, Wiss 9 10, Miss Rowland 9 0, Plunderer 9 0, Marcus 9 0. — [264, 421, 416, 607]
ad-text: —ALSO— — [40, 193, 70, 201]
ad-subheading: ANY TRIAL. — [958, 640, 1005, 649]
article-subheading: TO-DAY'S TEST MATCH. — [622, 225, 698, 233]
article-subheading: REPRESENTATIVE FIXTURES ARRANGED. — [434, 506, 568, 514]
article-body-text: Interest is gathering round the international "soccer" match at New Plymouth on Wednesday next. Every effort is being made by the local Association to ensure the success of the match, and it is expected that the attendance will be a record one for an association match in the district. The financial success of the visit of the Australian team is assured, and everything possible is being done to make the match a success. The team will arrive on Tuesday, and will be met at the station by members of the Association. The Taranaki team has been selected and will be announced early next week. Arrangements are being made for special trains from all parts of the district. The local Association has secured the services of a good referee, and it is expected that the game will be well contested. The Australians have so far won every match they have played in New Zealand. — [586, 316, 734, 447]
ad-body-text: Covers and Tubes are selling very low; also Wheels, all the best makes in stock. Here are a few of the Bargains:— 26 x 2, £4 10s; 28 x 3, £5 15s; 29 x 3½, £5 10s; 30 x 3½, £6 5s; 32 x 3½, £7 7s; 34 x 4, £9 15s. Call and let us quote you for your size. All stocks new and fully guaranteed. — [114, 1090, 256, 1140]
price-list-item — [867, 202, 1096, 215]
article-subheading: TO-DAY'S MATCHES. — [468, 596, 534, 604]
ad-heading: J. McGIVEN AND CO., — [962, 956, 1048, 966]
price-value: 5/6 — [208, 1000, 227, 1012]
ad-body-text: WE are designers and manufacturers of all that is good in furniture. We have no shop expenses, no dead costs. We can save you 25 per cent. on your Furniture. Freight paid any town in Taranaki. Write for designs and prices to J. McGiven and Co., Vaile's Estate, New Plymouth. — [900, 927, 1110, 954]
bike-price: £80. — [1086, 619, 1102, 627]
table-cell: 15 — [208, 193, 216, 200]
divider — [114, 955, 256, 956]
ad-price-line — [114, 1001, 256, 1014]
new-label: NEW — [903, 311, 922, 319]
ad-text: HILLMAN B.S.A. STUDEBAKER — [6, 339, 104, 347]
price-label: PRICE — [143, 1003, 166, 1011]
article-subheading: EMERGENCY REPS. FIXTURES. — [451, 571, 551, 579]
column-1 — [4, 34, 106, 1280]
article-body-text: There should be no need to remind enthusiasts of the big boxing event that takes place in the Theatre Royal to-night, when Orton, Hanson, J. Money, P. Glouherne, will meet L. Walshe, of Wellington, both of whom are right in the first flight of their classes in the Dominion. A. Mean, from the New Zealand champion (Wellington), will also meet a good man. Full middle-weight amateur contest of the championship (Leonard v. Spong), and a series of preliminary bouts are on the programme. — [424, 771, 578, 848]
article-subheading: FIRST DAY'S RESULTS. — [303, 111, 377, 119]
table-cell: Railways — [115, 210, 140, 217]
section-heading: CARDS. — [163, 37, 207, 48]
badge-left: IF ITS — [944, 171, 973, 180]
ad-body-text: It is the acme of perfection for use in the Home, on the Farm, Hotels or Boarding-houses. Look for Exhibition at Palmerston & Hawera Shows. Make a point of seeing the Heater in actual work. That will convince you that it is the cheapest Water Heater in existence, and the most economical in fuel. — [4, 809, 106, 880]
ad-heading: REPAIRS DEPOT, — [21, 659, 89, 669]
article-subheading: PEDIGREE JERSEYS. — [627, 449, 693, 457]
ad-text: CARS — [46, 349, 64, 357]
article-body-text: Clifton v. Opunake, at Waitara. Tukapa v. Kaponga, at Kaponga. Patea v. Stratford, at Hawera. Star v. Waimate, at Hawera. — [424, 260, 578, 281]
table-cell: 12 — [228, 201, 236, 208]
ad-heading: MANURES — [46, 67, 106, 78]
table-cell: Fitzroy — [115, 219, 135, 226]
